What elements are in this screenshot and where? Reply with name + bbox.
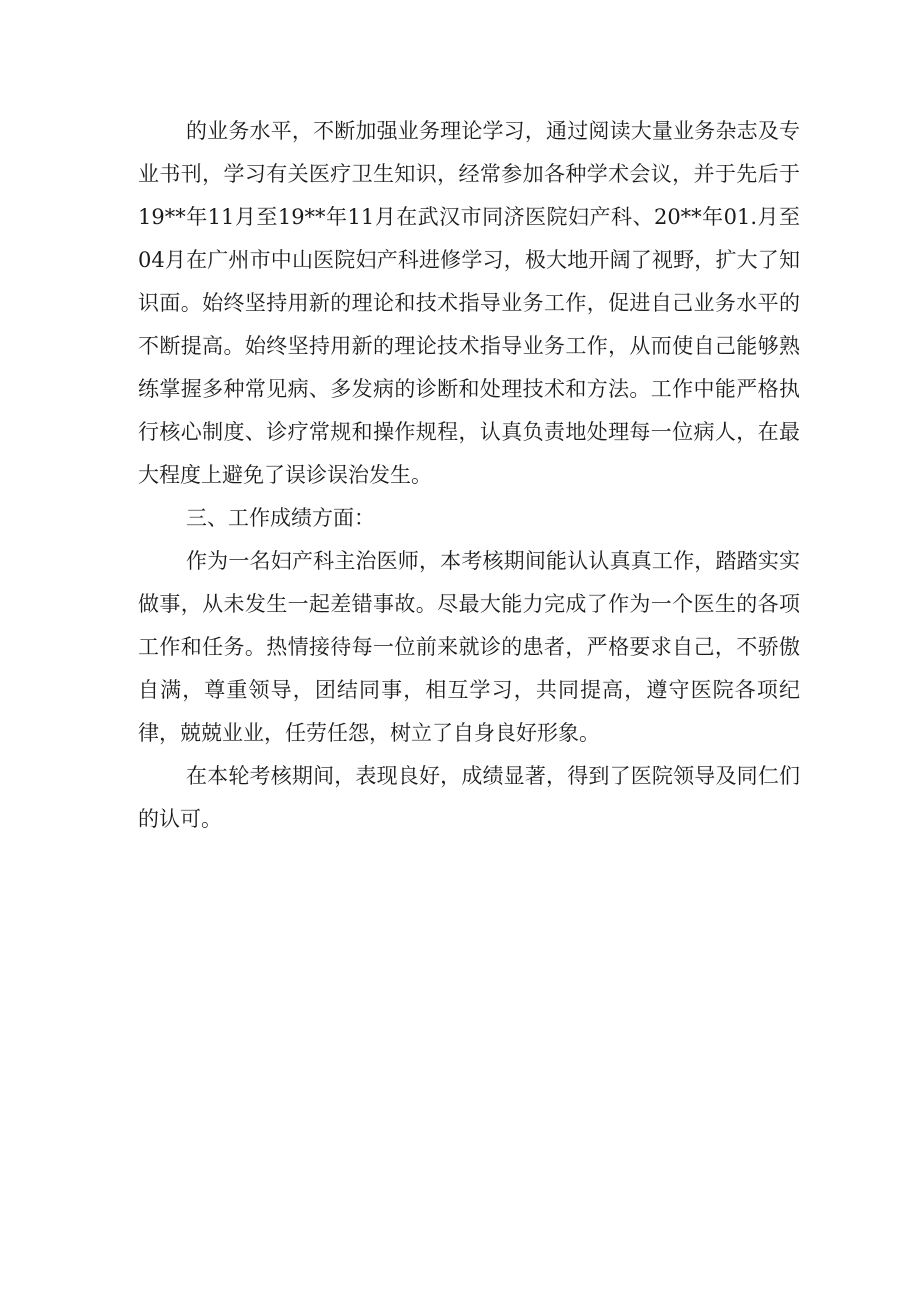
document-body [138, 110, 800, 841]
paragraph-assessment-summary: 在本轮考核期间，表现良好，成绩显著，得到了医院领导及同仁们的认可。 [138, 764, 800, 831]
paragraph-professional-study: 的业务水平，不断加强业务理论学习，通过阅读大量业务杂志及专业书刊，学习有关医疗卫生知识，经常参加各种学术会议，并于先后于19**年11月至19**年11月在武汉市同济医院妇产科、20**年01.月至04月在广州市中山医院妇产科进修学习，极大地开阔了视野，扩大了知识面。始终坚持用新的理论和技术指导业务工作，促进自己业务水平的不断提高。始终坚持用新的理论技术指导业务工作，从而使自己能够熟练掌握多种常见病、多发病的诊断和处理技术和方法。工作中能严格执行核心制度、诊疗常规和操作规程，认真负责地处理每一位病人，在最大程度上避免了误诊误治发生。 [138, 119, 800, 487]
paragraph-work-achievements: 作为一名妇产科主治医师，本考核期间能认认真真工作，踏踏实实做事，从未发生一起差错事故。尽最大能力完成了作为一个医生的各项工作和任务。热情接待每一位前来就诊的患者，严格要求自己，不骄傲自满，尊重领导，团结同事，相互学习，共同提高，遵守医院各项纪律，兢兢业业，任劳任怨，树立了自身良好形象。 [138, 549, 800, 745]
section-heading-work-achievements: 三、工作成绩方面： [186, 506, 375, 530]
